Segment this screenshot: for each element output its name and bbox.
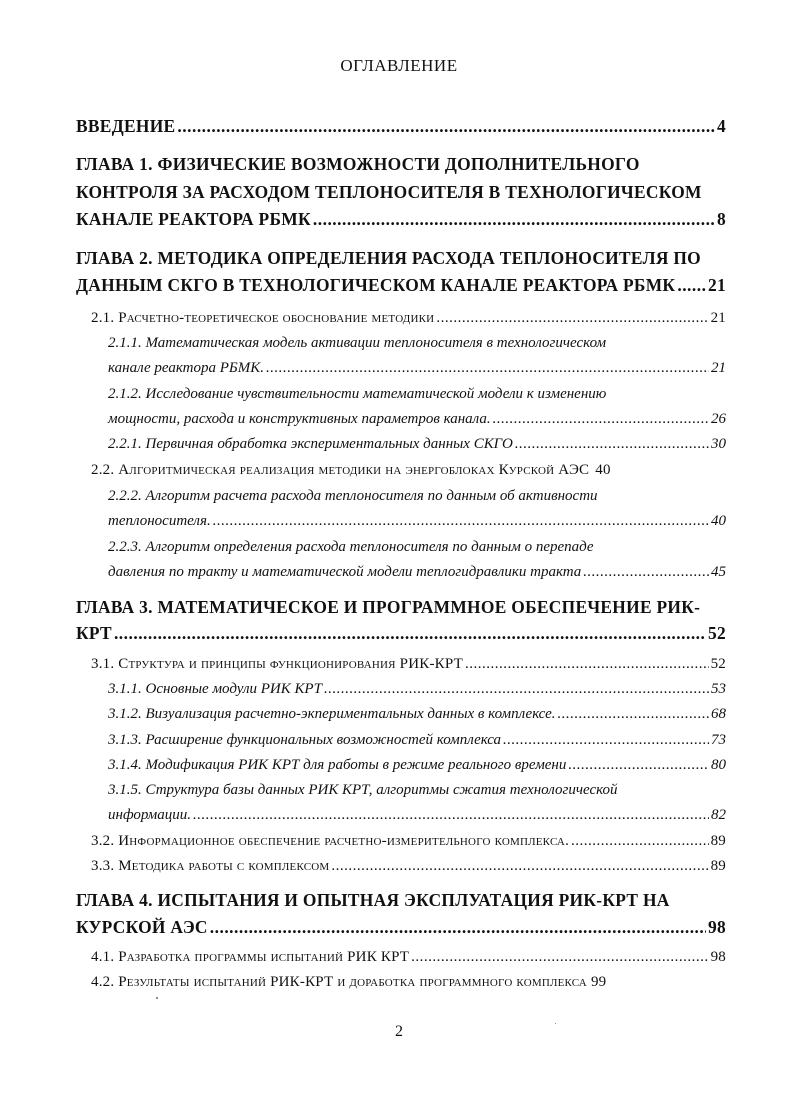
entry-text: мощности, расхода и конструктивных параметров канала. (108, 411, 491, 427)
dot-leader (436, 305, 708, 331)
toc-entry-ch4[interactable] (76, 914, 726, 940)
dot-leader (213, 508, 709, 534)
dot-leader (313, 206, 715, 232)
entry-text: информации. (108, 807, 191, 823)
entry-page: 21 (708, 275, 726, 295)
entry-page: 30 (711, 436, 726, 452)
entry-page: 98 (708, 917, 726, 937)
entry-text: ВВЕДЕНИЕ (76, 116, 176, 136)
toc-entry-ch1[interactable] (76, 206, 726, 232)
dot-leader (568, 752, 709, 778)
toc-entry-2-1-2[interactable] (108, 406, 726, 432)
dot-leader (411, 944, 708, 970)
entry-page: 40 (595, 462, 611, 478)
entry-page: 89 (710, 858, 726, 874)
dot-leader (266, 355, 709, 381)
entry-page: 8 (717, 209, 726, 229)
toc-entry-ch3-line1[interactable]: ГЛАВА 3. МАТЕМАТИЧЕСКОЕ И ПРОГРАММНОЕ ОБЕСПЕЧЕНИЕ РИК- (76, 597, 701, 617)
entry-page: 4 (717, 116, 726, 136)
dot-leader (515, 431, 709, 457)
dot-leader (677, 272, 706, 298)
toc-entry-4-1[interactable] (91, 944, 726, 970)
dot-leader (558, 701, 709, 727)
toc-entry-2-2-2-line1[interactable]: 2.2.2. Алгоритм расчета расхода теплоносителя по данным об активности (108, 488, 598, 504)
dot-leader (493, 406, 709, 432)
toc-entry-ch2[interactable] (76, 272, 726, 298)
entry-text: КУРСКОЙ АЭС (76, 917, 208, 937)
dot-leader (571, 828, 709, 854)
entry-text: 4.2. Результаты испытаний РИК-КРТ и доработка программного комплекса (91, 974, 587, 990)
entry-text: 3.1.4. Модификация РИК КРТ для работы в режиме реального времени (108, 757, 567, 773)
entry-page: 53 (711, 681, 726, 697)
entry-text: 3.1.1. Основные модули РИК КРТ (108, 681, 322, 697)
toc-entry-3-1-4[interactable] (108, 752, 726, 778)
toc-entry-3-3[interactable] (91, 853, 726, 879)
toc-entry-3-1-5[interactable] (108, 802, 726, 828)
entry-text: 3.1.2. Визуализация расчетно-экпериментальных данных в комплексе. (108, 706, 556, 722)
entry-text: канале реактора РБМК. (108, 360, 264, 376)
dot-leader (503, 727, 709, 753)
toc-entry-2-1-2-line1[interactable]: 2.1.2. Исследование чувствительности математической модели к изменению (108, 386, 607, 402)
toc-entry-ch1-line2[interactable]: КОНТРОЛЯ ЗА РАСХОДОМ ТЕПЛОНОСИТЕЛЯ В ТЕХНОЛОГИЧЕСКОМ (76, 182, 702, 202)
toc-entry-3-1-3[interactable] (108, 727, 726, 753)
entry-page: 52 (708, 623, 726, 643)
dot-leader (331, 853, 708, 879)
toc-entry-3-1-2[interactable] (108, 701, 726, 727)
toc-entry-2-2-3[interactable] (108, 559, 726, 585)
entry-text: 3.1. Структура и принципы функционирования РИК-КРТ (91, 656, 463, 672)
entry-text: давления по тракту и математической модели теплогидравлики тракта (108, 564, 582, 580)
toc-entry-2-1-1[interactable] (108, 355, 726, 381)
page-number: 2 (395, 1023, 403, 1040)
toc-entry-3-1[interactable] (91, 651, 726, 677)
dot-leader (193, 802, 709, 828)
dot-leader (465, 651, 709, 677)
entry-page: 45 (711, 564, 726, 580)
toc-entry-ch2-line1[interactable]: ГЛАВА 2. МЕТОДИКА ОПРЕДЕЛЕНИЯ РАСХОДА ТЕПЛОНОСИТЕЛЯ ПО (76, 248, 701, 268)
entry-text: теплоносителя. (108, 513, 211, 529)
entry-text: ДАННЫМ СКГО В ТЕХНОЛОГИЧЕСКОМ КАНАЛЕ РЕАКТОРА РБМК (76, 275, 676, 295)
dot-leader (583, 559, 709, 585)
toc-entry-4-2[interactable] (91, 969, 726, 995)
entry-page: 21 (711, 360, 726, 376)
toc-entry-ch4-line1[interactable]: ГЛАВА 4. ИСПЫТАНИЯ И ОПЫТНАЯ ЭКСПЛУАТАЦИЯ РИК-КРТ НА (76, 890, 670, 910)
entry-page: 80 (711, 757, 726, 773)
entry-text: КРТ (76, 623, 112, 643)
toc-entry-ch1-line1[interactable]: ГЛАВА 1. ФИЗИЧЕСКИЕ ВОЗМОЖНОСТИ ДОПОЛНИТЕЛЬНОГО (76, 154, 640, 174)
toc-entry-2-2-1[interactable] (108, 431, 726, 457)
toc-entry-3-1-1[interactable] (108, 676, 726, 702)
dot-leader (324, 676, 709, 702)
toc-entry-2-1-1-line1[interactable]: 2.1.1. Математическая модель активации теплоносителя в технологическом (108, 335, 607, 351)
toc-entry-intro[interactable] (76, 113, 726, 139)
entry-page: 52 (710, 656, 726, 672)
entry-page: 82 (711, 807, 726, 823)
entry-text: 3.1.3. Расширение функциональных возможностей комплекса (108, 732, 501, 748)
entry-page: 26 (711, 411, 726, 427)
entry-text: 4.1. Разработка программы испытаний РИК КРТ (91, 949, 410, 965)
entry-text: 2.2. Алгоритмическая реализация методики на энергоблоках Курской АЭС (91, 462, 590, 478)
toc-entry-ch3[interactable] (76, 620, 726, 646)
dot-leader (177, 113, 715, 139)
toc-entry-2-2-2[interactable] (108, 508, 726, 534)
entry-page: 40 (711, 513, 726, 529)
entry-page: 73 (711, 732, 726, 748)
entry-page: 98 (710, 949, 726, 965)
toc-title: ОГЛАВЛЕНИЕ (340, 56, 458, 75)
dot-leader (210, 914, 706, 940)
entry-page: 21 (710, 310, 726, 326)
entry-page: 89 (710, 833, 726, 849)
toc-entry-2-2[interactable] (91, 457, 726, 483)
entry-text: 3.3. Методика работы с комплексом (91, 858, 330, 874)
toc-entry-2-2-3-line1[interactable]: 2.2.3. Алгоритм определения расхода теплоносителя по данным о перепаде (108, 539, 594, 555)
entry-text: КАНАЛЕ РЕАКТОРА РБМК (76, 209, 311, 229)
toc-entry-2-1[interactable] (91, 305, 726, 331)
toc-entry-3-2[interactable] (91, 828, 726, 854)
scan-speck (156, 997, 158, 999)
entry-text: 2.2.1. Первичная обработка экспериментальных данных СКГО (108, 436, 513, 452)
entry-page: 99 (590, 974, 607, 990)
entry-page: 68 (711, 706, 726, 722)
entry-text: 3.2. Информационное обеспечение расчетно-измерительного комплекса. (91, 833, 570, 849)
toc-entry-3-1-5-line1[interactable]: 3.1.5. Структура базы данных РИК КРТ, алгоритмы сжатия технологической (108, 782, 618, 798)
dot-leader (114, 620, 706, 646)
entry-text: 2.1. Расчетно-теоретическое обоснование методики (91, 310, 435, 326)
